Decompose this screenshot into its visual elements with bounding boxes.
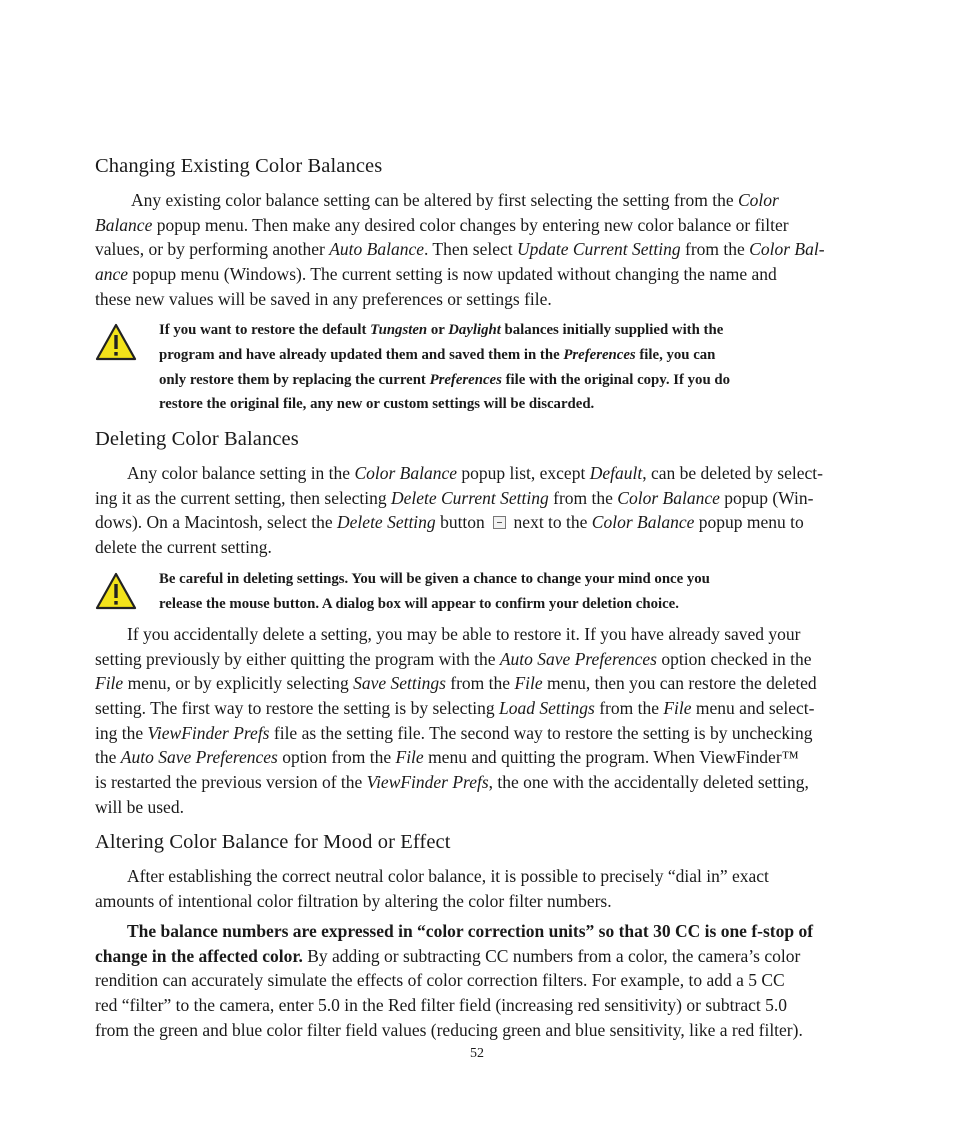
- text-run: Be careful in deleting settings. You will be given a chance to change your mind once you: [159, 571, 710, 587]
- paragraph-dial-in: [95, 864, 859, 913]
- text-run: popup menu. Then make any desired color changes by entering new color balance or filter: [152, 214, 789, 235]
- text-line: [159, 318, 799, 343]
- text-run: popup list, except: [457, 463, 590, 483]
- text-run: ViewFinder Prefs: [147, 722, 270, 743]
- text-run: Color Balance: [354, 463, 457, 483]
- minus-button-icon: [493, 516, 506, 529]
- text-run: Any existing color balance setting can be altered by first selecting the setting from the: [131, 190, 738, 210]
- text-run: popup menu (Windows). The current setting is now updated without changing the name and: [128, 264, 777, 285]
- text-run: values, or by performing another: [95, 239, 330, 260]
- text-run: Auto Balance: [329, 239, 424, 260]
- text-run: . Then select: [424, 239, 517, 260]
- heading-deleting-color-balances: Deleting Color Balances: [95, 428, 299, 450]
- text-run: Delete Setting: [337, 512, 436, 533]
- text-run: If you accidentally delete a setting, you may be able to restore it. If you have already saved your: [127, 624, 801, 644]
- text-run: the: [95, 747, 121, 768]
- paragraph-restore-deleted: [95, 622, 859, 820]
- text-run: from the: [445, 673, 515, 694]
- text-run: option checked in the: [656, 648, 812, 669]
- text-line: [95, 671, 859, 696]
- text-run: from the green and blue color filter field values (reducing green and blue sensitivity, like a red filter).: [95, 1019, 803, 1040]
- text-run: rendition can accurately simulate the effects of color correction filters. For example, to add a 5 CC: [95, 970, 785, 991]
- text-line: [95, 237, 859, 262]
- text-run: By adding or subtracting CC numbers from a color, the camera’s color: [302, 945, 801, 966]
- text-line: [159, 392, 799, 417]
- text-run: File: [395, 747, 424, 768]
- text-line: [95, 486, 859, 511]
- text-run: setting previously by either quitting the program with the: [95, 648, 500, 669]
- text-run: Color: [737, 190, 779, 210]
- heading-altering-color-balance: Altering Color Balance for Mood or Effect: [95, 831, 451, 853]
- text-line: [95, 944, 859, 969]
- text-line: [95, 795, 859, 820]
- text-line: [159, 592, 799, 617]
- text-run: from the: [594, 698, 664, 719]
- text-run: from the: [680, 239, 750, 260]
- text-run: Daylight: [448, 322, 501, 338]
- paragraph-deleting-balances: [95, 461, 859, 560]
- text-run: only restore them by replacing the current: [159, 371, 430, 388]
- text-run: Update Current Setting: [516, 239, 681, 260]
- text-run: file, you can: [635, 346, 716, 363]
- text-run: red “filter” to the camera, enter 5.0 in the Red filter field (increasing red sensitivity) or subtract 5.0: [95, 995, 787, 1016]
- text-run: ViewFinder Prefs: [366, 772, 489, 793]
- text-run: menu, then you can restore the deleted: [542, 673, 817, 694]
- text-run: Balance: [95, 214, 153, 235]
- text-run: restore the original file, any new or custom settings will be discarded.: [159, 396, 595, 413]
- text-run: File: [663, 698, 692, 719]
- text-run: File: [514, 673, 543, 694]
- text-line: [95, 535, 859, 560]
- text-run: Auto Save Preferences: [499, 648, 657, 669]
- text-run: or: [427, 322, 449, 338]
- paragraph-cc-units: [95, 919, 859, 1042]
- text-run: ance: [95, 264, 129, 285]
- text-run: Preferences: [563, 346, 636, 363]
- text-line: [159, 567, 799, 592]
- page-number: 52: [470, 1046, 484, 1061]
- text-run: After establishing the correct neutral color balance, it is possible to precisely “dial in” exact: [127, 866, 769, 886]
- text-run: button: [435, 512, 490, 533]
- text-run: file as the setting file. The second way to restore the setting is by unchecking: [269, 722, 813, 743]
- text-run: , the one with the accidentally deleted setting,: [488, 772, 809, 793]
- text-run: Default: [589, 463, 643, 483]
- text-line: [95, 770, 859, 795]
- text-run: setting. The first way to restore the setting is by selecting: [95, 698, 500, 719]
- text-run: Preferences: [429, 371, 502, 388]
- text-run: dows). On a Macintosh, select the: [95, 512, 338, 533]
- text-run: Load Settings: [499, 698, 595, 719]
- text-run: menu and select-: [691, 698, 815, 719]
- text-run: Save Settings: [353, 673, 446, 694]
- text-line: [95, 1018, 859, 1043]
- text-line: [95, 262, 859, 287]
- text-run: Tungsten: [370, 322, 428, 338]
- text-run: File: [95, 673, 124, 694]
- text-run: option from the: [277, 747, 396, 768]
- text-run: The balance numbers are expressed in “color correction units” so that 30 CC is one f-stop of: [127, 921, 814, 941]
- text-line: [95, 721, 859, 746]
- text-line: [95, 745, 859, 770]
- text-line: [95, 188, 859, 213]
- text-run: Color Bal-: [749, 239, 825, 260]
- text-line: [159, 343, 799, 368]
- text-line: [95, 889, 859, 914]
- text-line: [95, 919, 859, 944]
- text-run: , can be deleted by select-: [642, 463, 823, 483]
- text-run: these new values will be saved in any preferences or settings file.: [95, 288, 552, 309]
- paragraph-changing-balances: [95, 188, 859, 311]
- heading-changing-existing-color-balances: Changing Existing Color Balances: [95, 155, 383, 177]
- text-line: [95, 993, 859, 1018]
- text-run: next to the: [509, 512, 592, 533]
- text-line: [95, 696, 859, 721]
- text-line: [95, 461, 859, 486]
- text-run: Any color balance setting in the: [127, 463, 355, 483]
- text-run: ing the: [95, 722, 148, 743]
- text-run: Delete Current Setting: [390, 487, 549, 508]
- text-run: delete the current setting.: [95, 537, 272, 558]
- text-run: Auto Save Preferences: [120, 747, 278, 768]
- text-run: is restarted the previous version of the: [95, 772, 367, 793]
- text-line: [95, 510, 859, 535]
- text-run: program and have already updated them and saved them in the: [159, 346, 564, 363]
- text-line: [95, 864, 859, 889]
- warning-note-restore-defaults: [159, 318, 799, 417]
- text-run: change in the affected color.: [95, 945, 303, 966]
- text-line: [95, 647, 859, 672]
- text-run: ing it as the current setting, then selecting: [95, 487, 391, 508]
- text-line: [95, 968, 859, 993]
- text-run: If you want to restore the default: [159, 322, 371, 338]
- text-line: [95, 213, 859, 238]
- text-line: [95, 287, 859, 312]
- text-run: will be used.: [95, 796, 184, 817]
- text-run: menu, or by explicitly selecting: [123, 673, 354, 694]
- text-run: file with the original copy. If you do: [501, 371, 731, 388]
- warning-icon: [95, 572, 137, 610]
- text-run: menu and quitting the program. When ViewFinder™: [423, 747, 799, 768]
- text-run: release the mouse button. A dialog box will appear to confirm your deletion choice.: [159, 595, 679, 612]
- text-run: popup (Win-: [719, 487, 814, 508]
- text-run: from the: [548, 487, 618, 508]
- text-run: Color Balance: [617, 487, 720, 508]
- text-run: Color Balance: [591, 512, 695, 533]
- text-run: amounts of intentional color filtration by altering the color filter numbers.: [95, 890, 612, 911]
- text-run: popup menu to: [694, 512, 804, 533]
- text-run: balances initially supplied with the: [500, 322, 724, 338]
- text-line: [95, 622, 859, 647]
- warning-icon: [95, 323, 137, 361]
- warning-note-careful-deleting: [159, 567, 799, 617]
- text-line: [159, 368, 799, 393]
